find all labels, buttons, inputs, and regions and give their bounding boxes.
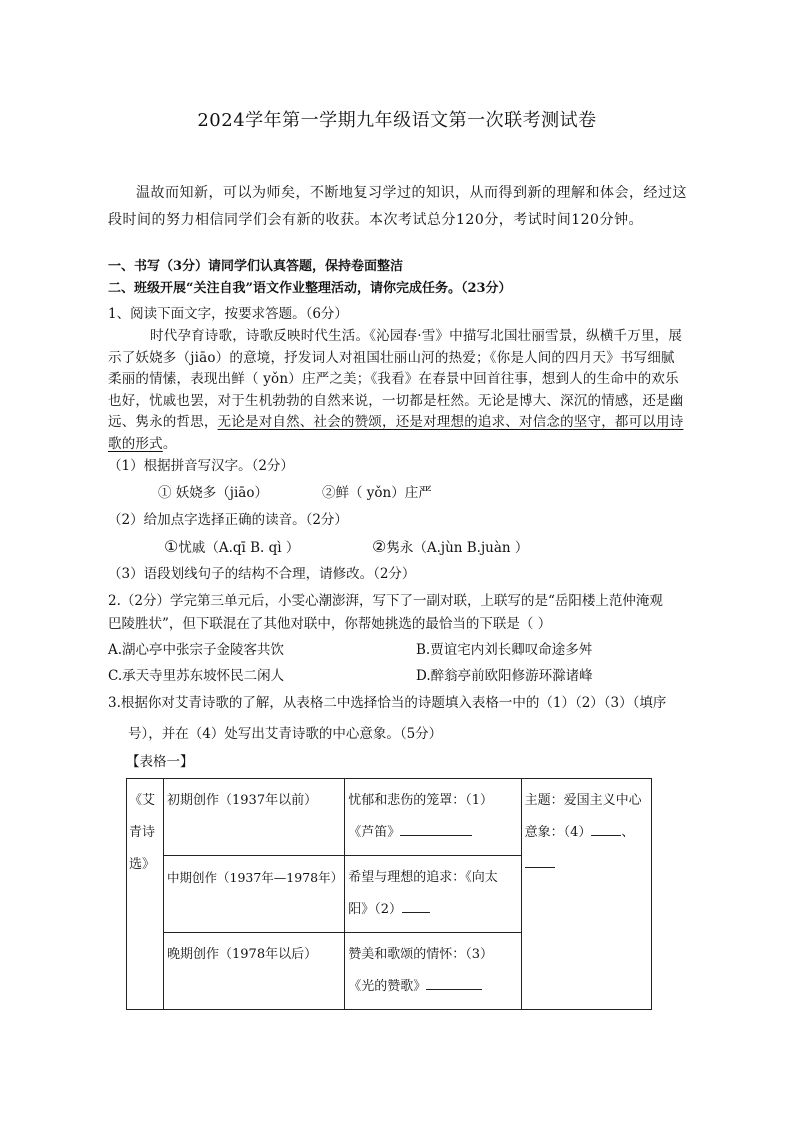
- answer-blank-3[interactable]: [426, 975, 482, 990]
- question-2-option-a: A.湖心亭中张宗子金陵客共饮: [108, 642, 285, 658]
- description-cell: [345, 856, 521, 933]
- passage-underlined-1: 还是幽远、隽永的哲思，: [108, 392, 684, 430]
- description-line: [348, 971, 517, 1003]
- question-2-option-c: C.承天寺里苏东坡怀民二闲人: [108, 668, 285, 684]
- description-line: 希望与理想的追求：《向太: [348, 870, 498, 885]
- exam-intro: 温故而知新，可以为师矣，不断地复习学过的知识，从而得到新的理解和体会，经过这段时间的努力相信同学们会有新的收获。本次考试总分120分，考试时间120分钟。: [108, 185, 687, 228]
- sub-2-item-b-text: 隽永（A.jùn B.juàn ）: [386, 540, 529, 556]
- page-title: 2024学年第一学期九年级语文第一次联考测试卷: [197, 110, 597, 131]
- table-1-label: 【表格一】: [126, 754, 194, 770]
- circled-number-1: ①: [164, 537, 179, 556]
- sub-1-item-b: ②鲜（ yǒn）庄严: [322, 485, 432, 501]
- poem-title: 《光的赞歌》: [348, 979, 427, 994]
- answer-blank-4a[interactable]: [591, 821, 621, 836]
- period-cell: 中期创作（1937年—1978年）: [164, 856, 345, 933]
- answer-blank-2[interactable]: [402, 898, 430, 913]
- description-line: [348, 894, 517, 926]
- description-line: 赞美和歌颂的情怀：（3）: [348, 947, 493, 962]
- theme-line: 主题：爱国主义中心: [524, 793, 642, 808]
- description-line: 忧郁和悲伤的笼罩：（1）: [348, 793, 493, 808]
- question-1-heading: 1、阅读下面文字，按要求答题。（6分）: [108, 306, 348, 322]
- table-row: [127, 779, 652, 856]
- answer-blank-1[interactable]: [400, 821, 472, 836]
- book-title: 《艾青诗选》: [129, 793, 156, 872]
- sub-2-item-b: [372, 537, 528, 558]
- period-cell: 晚期创作（1978年以后）: [164, 933, 345, 1010]
- theme-cell: [521, 779, 651, 1010]
- separator: 、: [621, 825, 635, 840]
- question-2-line-1: 2.（2分）学完第三单元后，小雯心潮澎湃，写下了一副对联，上联写的是“岳阳楼上范仲淹观: [108, 593, 663, 609]
- passage-text: 时代孕育诗歌，诗歌反映时代生活。《沁园春·雪》中描写北国壮丽雪景，纵横千万里，展示了妖娆多（jiāo）的意境，抒发词人对祖国壮丽山河的热爱；《你是人间的四月天》书写细腻柔丽的情愫，表现出鲜（ yǒn）庄严之美；《我看》在春景中回首往事，想到人的生命中的欢乐也好，忧戚也罢，对于生机勃勃的自然来说，一切都是枉然。无论是博大、深沉的情感，: [108, 328, 683, 409]
- question-1-sub-2: （2）给加点字选择正确的读音。（2分）: [108, 512, 348, 528]
- passage-underlined-sentence: 无论是对自然、社会的赞颂，还是对理想的追求、对信念的坚守，都可以用诗歌的形式: [108, 414, 684, 452]
- answer-blank-4b[interactable]: [525, 853, 555, 868]
- passage-end: 。: [162, 435, 177, 452]
- question-1-passage: [108, 326, 688, 455]
- description-line: [348, 817, 517, 849]
- period-cell: 初期创作（1937年以前）: [164, 779, 345, 856]
- section-2-heading: 二、班级开展“关注自我”语文作业整理活动，请你完成任务。（23分）: [108, 281, 512, 296]
- question-1-sub-3: （3）语段划线句子的结构不合理，请修改。（2分）: [108, 566, 416, 582]
- poem-title: 《芦笛》: [348, 825, 401, 840]
- description-cell: [345, 933, 521, 1010]
- theme-line: [525, 817, 648, 849]
- sub-2-item-a: [164, 537, 299, 558]
- question-2-option-d: D.醉翁亭前欧阳修游环滁诸峰: [416, 668, 593, 684]
- imagery-label: 意象：（4）: [524, 825, 592, 840]
- table-1: [126, 778, 652, 1010]
- question-2-option-b: B.贾谊宅内刘长卿叹命途多舛: [416, 642, 593, 658]
- theme-line: [525, 849, 648, 881]
- book-title-cell: [127, 779, 164, 1010]
- sub-2-item-a-text: 忧戚（A.qī B. qì ）: [178, 540, 300, 556]
- question-2-line-2: 巴陵胜状”，但下联混在了其他对联中，你帮她挑选的最恰当的下联是（ ）: [108, 616, 552, 632]
- question-1-sub-1: （1）根据拼音写汉字。（2分）: [108, 458, 294, 474]
- section-1-heading: 一、书写（3分）请同学们认真答题，保持卷面整洁: [108, 259, 404, 274]
- description-cell: [345, 779, 521, 856]
- poem-title: 阳》（2）: [348, 902, 402, 917]
- circled-number-2: ②: [372, 537, 387, 556]
- question-3-line-1: 3.根据你对艾青诗歌的了解，从表格二中选择恰当的诗题填入表格一中的（1）（2）（3）（填序: [108, 695, 667, 711]
- sub-1-item-a: ① 妖娆多（jiāo）: [158, 485, 268, 501]
- question-3-line-2: 号），并在（4）处写出艾青诗歌的中心意象。（5分）: [128, 726, 443, 742]
